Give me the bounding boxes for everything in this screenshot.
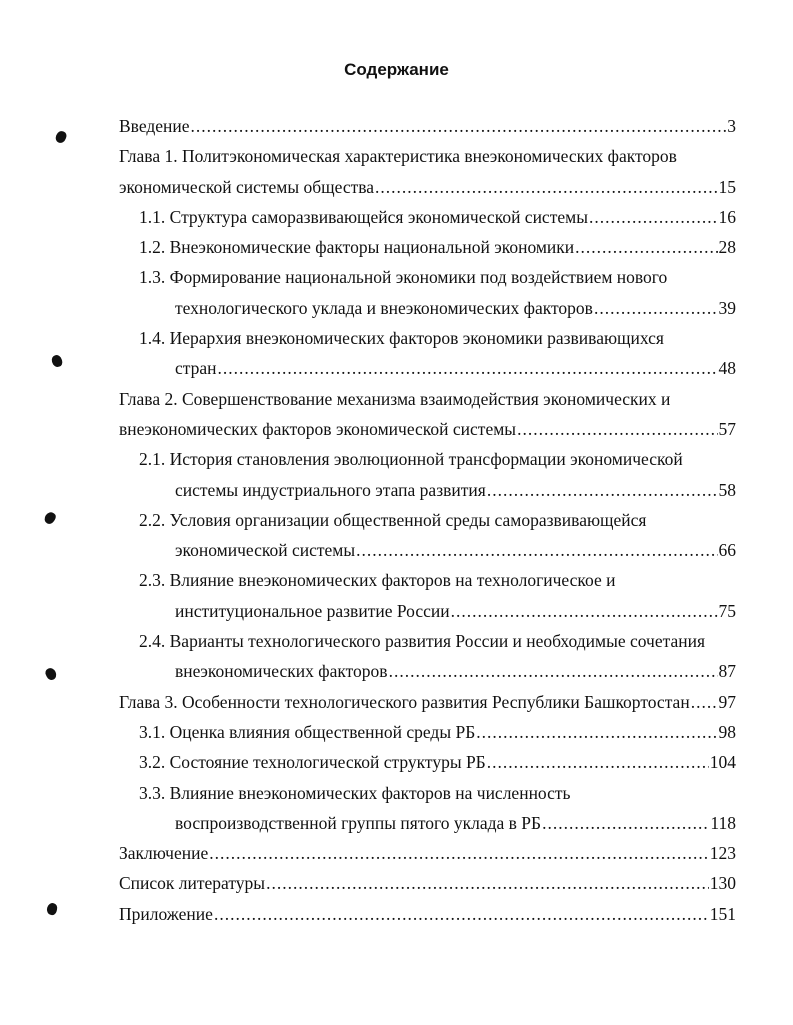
toc-entry-3-3-cont: воспроизводственной группы пятого уклада в РБ ..... 118 [119,808,736,838]
toc-entry-2-2: 2.2. Условия организации общественной среды саморазвивающейся [139,509,647,530]
toc-entry-chapter-1-cont: экономической системы общества ..... 15 [119,172,736,202]
page-title: Содержание [344,60,449,79]
page-number: 58 [718,479,736,500]
page-number: 16 [718,206,736,227]
page-number: 3 [727,116,736,136]
toc-entry-chapter-3: Глава 3. Особенности технологического развития Республики Башкортостан ..... 97 [119,687,736,717]
toc-entry-1-3: 1.3. Формирование национальной экономики под воздействием нового [139,267,668,288]
page-number: 75 [718,600,736,621]
binding-hole-mark [51,354,64,368]
toc-entry-2-1-cont: системы индустриального этапа развития ..... 58 [119,475,736,505]
toc-entry-2-3: 2.3. Влияние внеэкономических факторов на технологическое и [139,570,616,591]
page-number: 118 [710,812,736,833]
page-number: 123 [709,843,736,864]
toc-entry-introduction: Введение ..... 3 [119,111,736,141]
page-number: 98 [718,721,736,742]
toc-entry-chapter-2: Глава 2. Совершенствование механизма взаимодействия экономических и [119,388,671,409]
binding-hole-mark [46,902,59,916]
page-number: 87 [718,661,736,682]
toc-entry-chapter-1: Глава 1. Политэкономическая характеристика внеэкономических факторов [119,146,677,167]
binding-hole-mark [44,666,58,681]
toc-entry-appendix: Приложение ..... 151 [119,899,736,929]
binding-hole-mark [54,130,68,145]
page-number: 39 [718,297,736,318]
page-number: 151 [709,903,736,924]
toc-entry-3-3: 3.3. Влияние внеэкономических факторов на численность [139,782,571,803]
table-of-contents [119,111,736,929]
toc-entry-1-4: 1.4. Иерархия внеэкономических факторов экономики развивающихся [139,328,664,349]
toc-entry-2-2-cont: экономической системы ..... 66 [119,535,736,565]
toc-entry-1-3-cont: технологического уклада и внеэкономических факторов ..... 39 [119,293,736,323]
toc-entry-2-4-cont: внеэкономических факторов ..... 87 [119,656,736,686]
toc-entry-2-1: 2.1. История становления эволюционной трансформации экономической [139,449,683,470]
page-number: 48 [718,358,736,379]
page-number: 104 [709,752,736,773]
toc-entry-1-4-cont: стран ..... 48 [119,353,736,383]
toc-entry-3-2: 3.2. Состояние технологической структуры РБ ..... 104 [119,747,736,777]
page-number: 130 [709,873,736,894]
toc-entry-2-3-cont: институциональное развитие России ..... 75 [119,596,736,626]
page-number: 57 [718,418,736,439]
page-number: 15 [718,176,736,197]
toc-entry-3-1: 3.1. Оценка влияния общественной среды РБ ..... 98 [119,717,736,747]
page-number: 97 [718,691,736,712]
binding-hole-mark [42,510,57,526]
toc-entry-conclusion: Заключение ..... 123 [119,838,736,868]
toc-entry-references: Список литературы ..... 130 [119,868,736,898]
page-number: 66 [718,540,736,561]
page-number: 28 [718,237,736,258]
toc-entry-chapter-2-cont: внеэкономических факторов экономической системы ..... 57 [119,414,736,444]
toc-entry-1-1: 1.1. Структура саморазвивающейся экономической системы ..... 16 [119,202,736,232]
toc-entry-1-2: 1.2. Внеэкономические факторы национальной экономики ..... 28 [119,232,736,262]
toc-entry-2-4: 2.4. Варианты технологического развития России и необходимые сочетания [139,631,706,652]
